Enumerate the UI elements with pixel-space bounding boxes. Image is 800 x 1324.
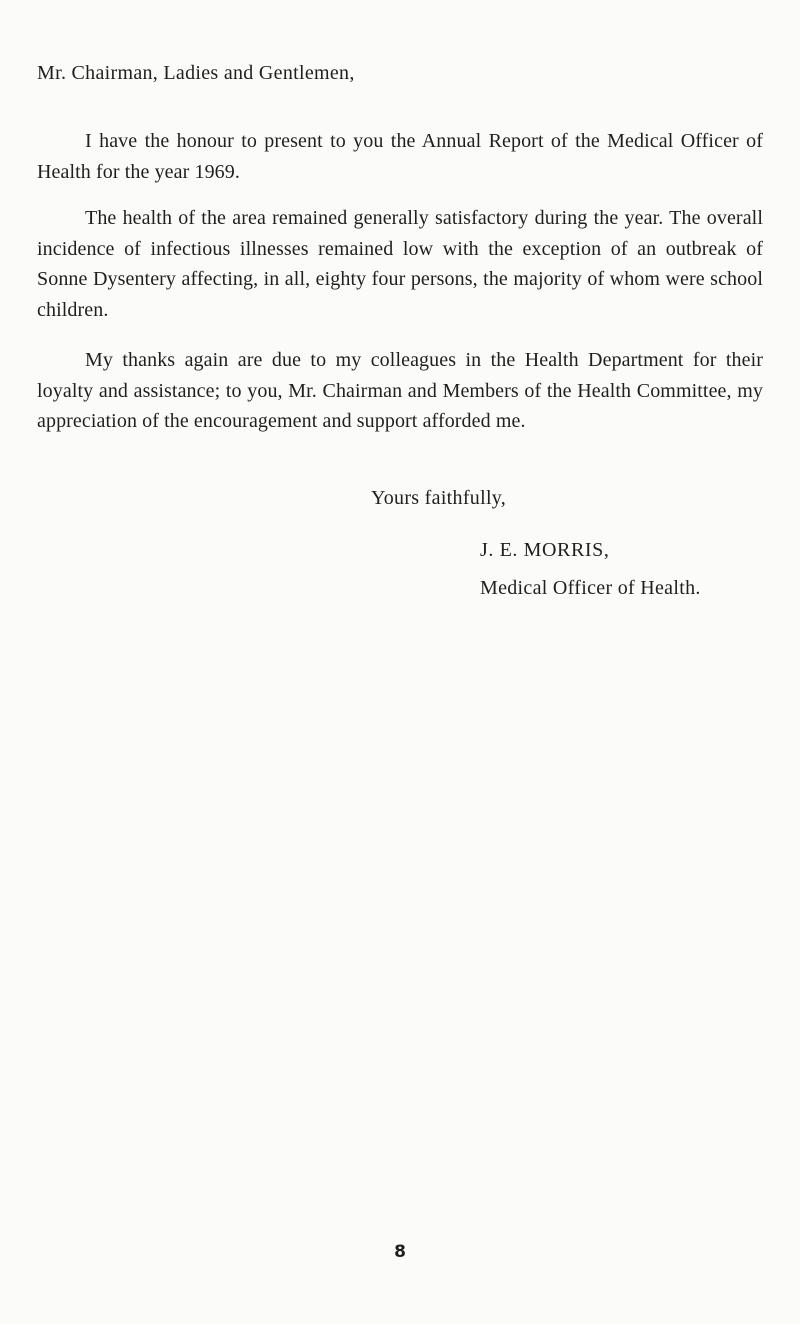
page-number: 8 [394, 1242, 406, 1262]
closing-line: Yours faithfully, [371, 487, 507, 509]
paragraph-health-summary: The health of the area remained generally satisfactory during the year. The overall incidence of infectious illnesses remained low with the exception of an outbreak of Sonne Dysentery affecting, in all, eighty four persons, the majority of whom were school children. [37, 207, 763, 321]
salutation: Mr. Chairman, Ladies and Gentlemen, [37, 62, 355, 84]
signature-title: Medical Officer of Health. [480, 577, 701, 599]
paragraph-introduction: I have the honour to present to you the Annual Report of the Medical Officer of Health for the year 1969. [37, 130, 763, 183]
paragraph-thanks: My thanks again are due to my colleagues in the Health Department for their loyalty and assistance; to you, Mr. Chairman and Members of the Health Committee, my appreciation of the encouragement and support afforded me. [37, 349, 763, 432]
signature-name: J. E. MORRIS, [480, 539, 610, 561]
